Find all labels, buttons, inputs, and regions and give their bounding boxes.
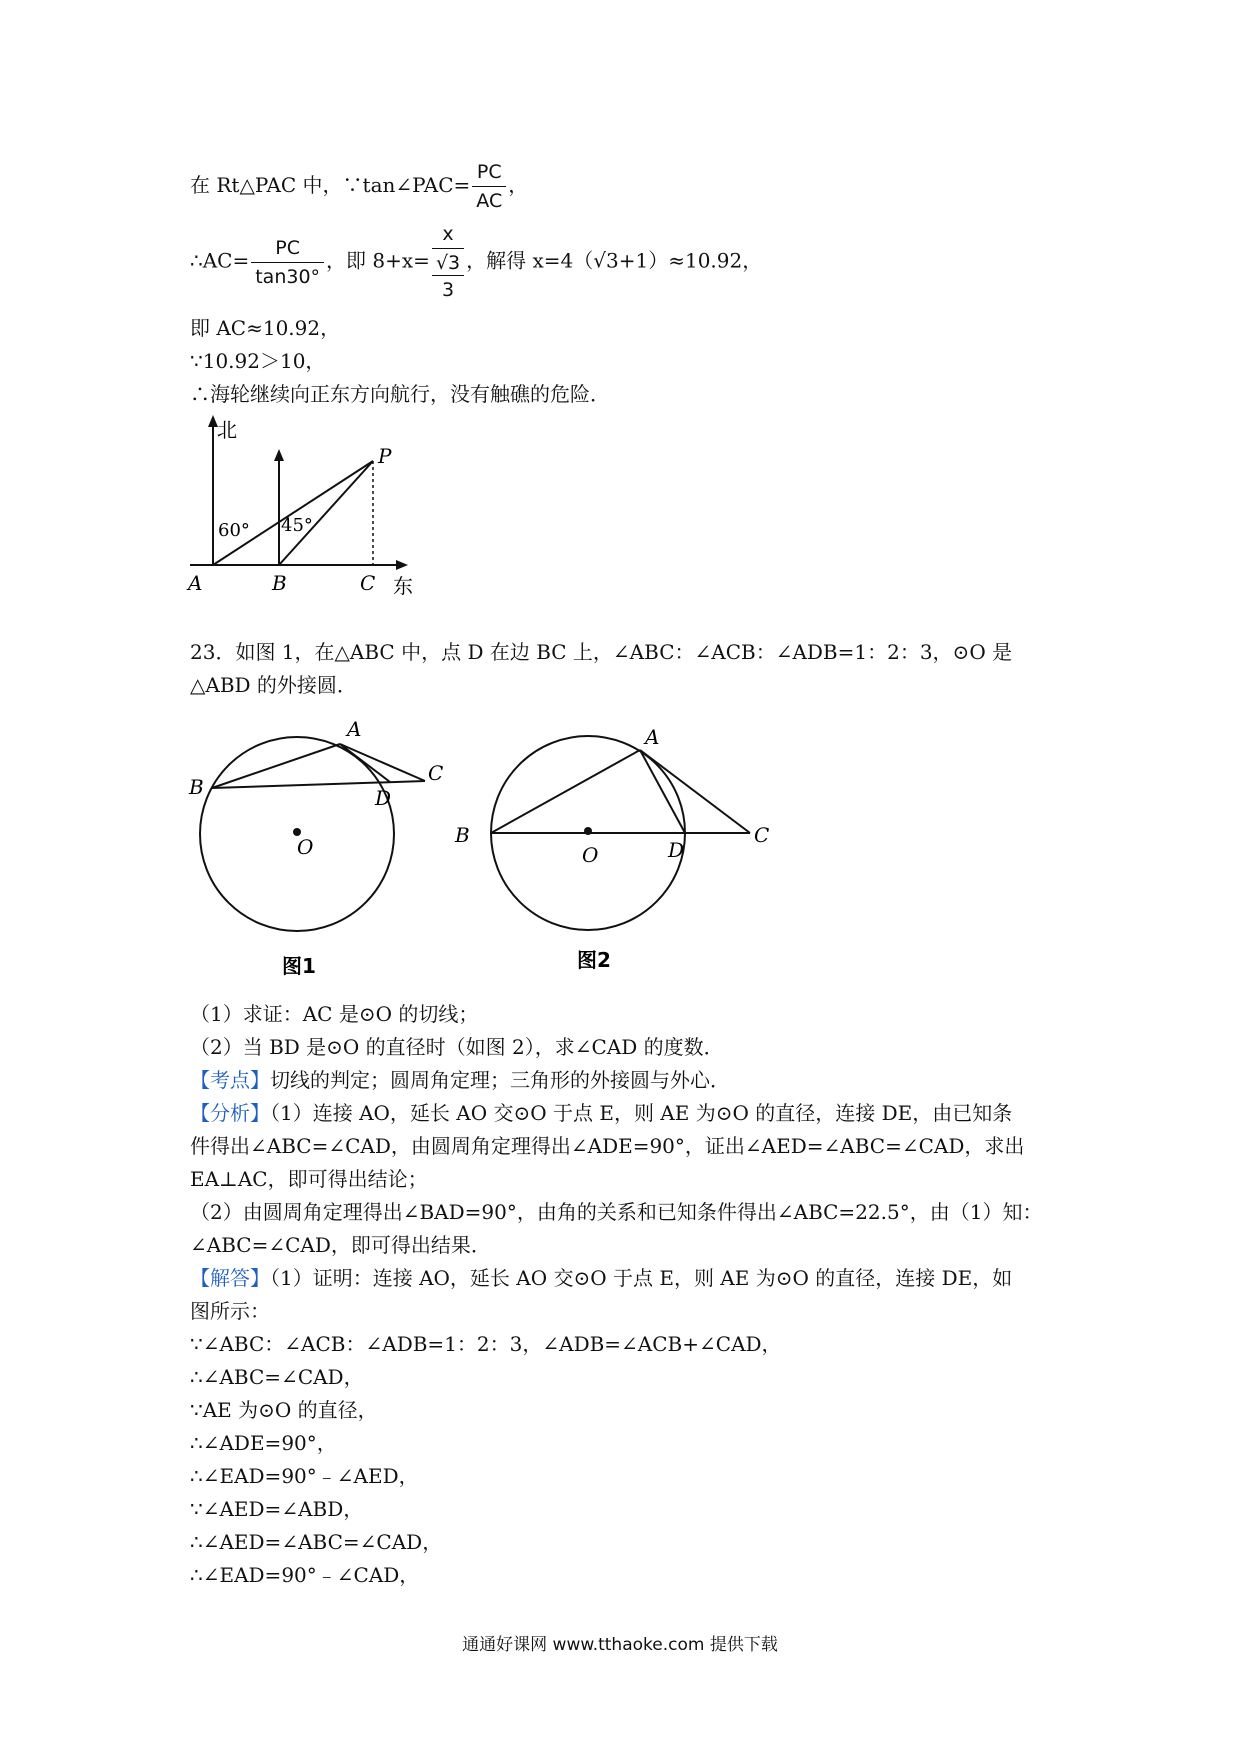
- fenxi-text-1: （1）连接 AO，延长 AO 交⊙O 于点 E，则 AE 为⊙O 的直径，连接 DE，由已知条: [270, 1101, 1013, 1125]
- text-segment: ∴AC=: [190, 248, 250, 273]
- north-label: 北: [217, 418, 237, 442]
- page-footer: 通通好课网 www.tthaoke.com 提供下载: [462, 1635, 778, 1655]
- figure-2: [445, 712, 785, 987]
- solution-line-1: [190, 160, 528, 213]
- solution-line-4: ∵10.92＞10，: [190, 349, 326, 373]
- fraction-numerator: PC: [472, 160, 506, 187]
- problem-23-line-2: △ABD 的外接圆．: [190, 673, 357, 697]
- fraction-x-over-root3-over-3: [432, 222, 464, 302]
- jieda-tag: 【解答】: [190, 1266, 270, 1290]
- fraction-numerator: x: [432, 222, 464, 249]
- point-c-label: C: [360, 571, 376, 595]
- navigation-diagram: [180, 415, 430, 600]
- jieda-line-5: ∵AE 为⊙O 的直径，: [190, 1398, 378, 1422]
- text-segment: ，解得 x=4（√3+1）≈10.92，: [466, 248, 763, 273]
- jieda-line-7: ∴∠EAD=90°﹣∠AED，: [190, 1464, 419, 1488]
- kaodian-line: [190, 1068, 730, 1092]
- fig2-point-b: B: [455, 823, 470, 847]
- solution-line-2: [190, 222, 762, 302]
- fraction-denominator: AC: [476, 190, 503, 212]
- fig1-point-b: B: [189, 775, 204, 799]
- fig1-caption: 图1: [282, 954, 316, 978]
- question-1: （1）求证：AC 是⊙O 的切线；: [190, 1002, 479, 1026]
- angle-60-label: 60°: [218, 520, 250, 541]
- fenxi-line-5: ∠ABC=∠CAD，即可得出结果．: [190, 1233, 491, 1257]
- jieda-line-2: 图所示：: [190, 1299, 270, 1323]
- text-segment: ，即 8+x=: [326, 248, 430, 273]
- angle-45-label: 45°: [281, 515, 313, 536]
- point-b-label: B: [272, 571, 287, 595]
- jieda-line-3: ∵∠ABC：∠ACB：∠ADB=1：2：3，∠ADB=∠ACB+∠CAD，: [190, 1332, 782, 1356]
- text-segment: 在 Rt△PAC 中，∵tan∠PAC=: [190, 173, 471, 197]
- fraction-numerator: PC: [251, 236, 324, 263]
- point-a-label: A: [188, 571, 203, 595]
- jieda-line-8: ∵∠AED=∠ABD，: [190, 1497, 364, 1521]
- jieda-line-1: [190, 1266, 1012, 1290]
- point-p-label: P: [378, 444, 392, 468]
- solution-line-3: 即 AC≈10.92，: [190, 316, 341, 340]
- fraction-denominator-lower: 3: [441, 279, 455, 301]
- problem-23-line-1: 23．如图 1，在△ABC 中，点 D 在边 BC 上，∠ABC：∠ACB：∠ADB=1：2：3，⊙O 是: [190, 640, 1013, 664]
- fenxi-line-1: [190, 1101, 1012, 1125]
- fenxi-line-4: （2）由圆周角定理得出∠BAD=90°，由角的关系和已知条件得出∠ABC=22.5°，由（1）知：: [190, 1200, 1043, 1224]
- fig1-point-o: O: [297, 835, 314, 859]
- question-2: （2）当 BD 是⊙O 的直径时（如图 2），求∠CAD 的度数．: [190, 1035, 724, 1059]
- jieda-line-9: ∴∠AED=∠ABC=∠CAD，: [190, 1530, 443, 1554]
- east-label: 东: [393, 574, 413, 598]
- fraction-pc-over-tan30: [251, 236, 324, 289]
- fig1-point-a: A: [347, 717, 362, 741]
- fenxi-tag: 【分析】: [190, 1101, 270, 1125]
- jieda-line-6: ∴∠ADE=90°，: [190, 1431, 337, 1455]
- fenxi-line-2: 件得出∠ABC=∠CAD，由圆周角定理得出∠ADE=90°，证出∠AED=∠ABC=∠CAD，求出: [190, 1134, 1025, 1158]
- solution-line-5: ∴海轮继续向正东方向航行，没有触礁的危险．: [190, 382, 610, 406]
- fenxi-line-3: EA⊥AC，即可得出结论；: [190, 1167, 428, 1191]
- fraction-denominator: tan30°: [255, 265, 321, 288]
- fig2-point-o: O: [582, 843, 599, 867]
- fraction-denominator: √3: [432, 249, 464, 276]
- jieda-text-1: （1）证明：连接 AO，延长 AO 交⊙O 于点 E，则 AE 为⊙O 的直径，连接 DE，如: [270, 1266, 1013, 1290]
- fraction-pc-over-ac: [472, 160, 506, 213]
- fig2-caption: 图2: [577, 948, 611, 972]
- fig2-point-a: A: [645, 725, 660, 749]
- kaodian-text: 切线的判定；圆周角定理；三角形的外接圆与外心．: [270, 1068, 730, 1092]
- fig1-point-d: D: [375, 786, 392, 810]
- text-segment: ，: [508, 173, 529, 197]
- jieda-line-4: ∴∠ABC=∠CAD，: [190, 1365, 364, 1389]
- fig2-point-d: D: [668, 838, 685, 862]
- fig1-point-c: C: [428, 761, 444, 785]
- kaodian-tag: 【考点】: [190, 1068, 270, 1092]
- fig2-point-c: C: [754, 823, 770, 847]
- figure-1: [185, 712, 455, 987]
- jieda-line-10: ∴∠EAD=90°﹣∠CAD，: [190, 1563, 420, 1587]
